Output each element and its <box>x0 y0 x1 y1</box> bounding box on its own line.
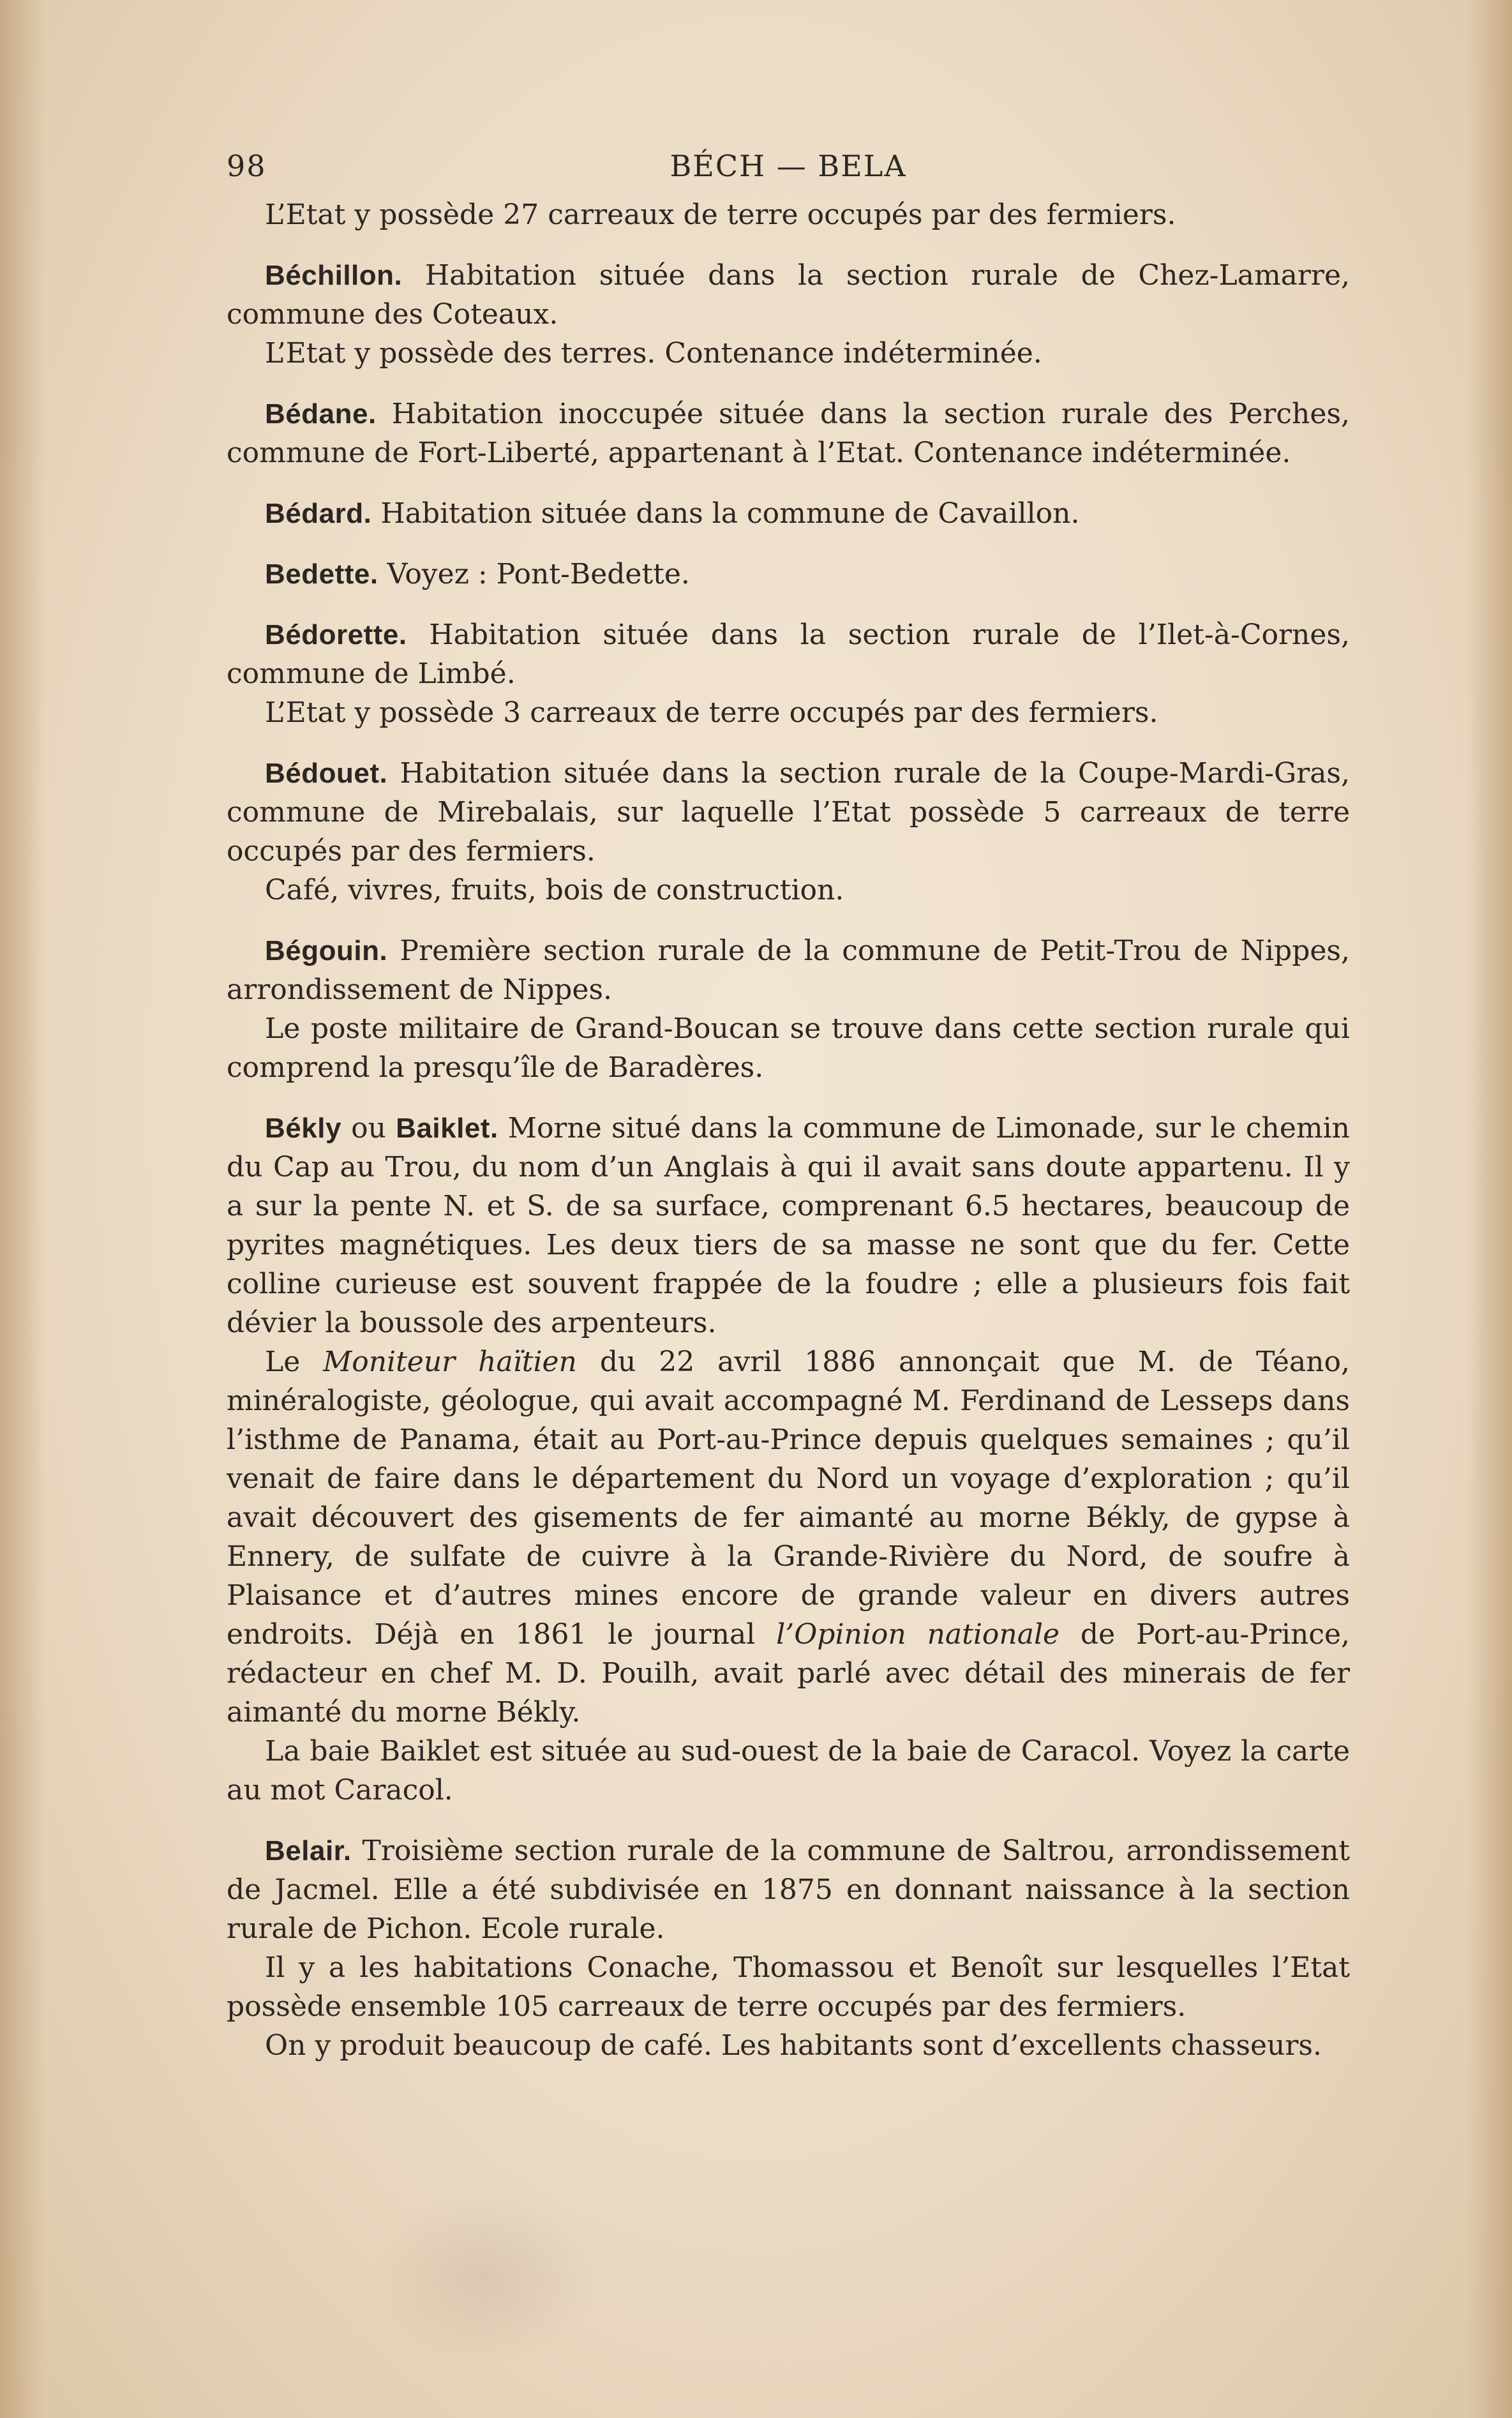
entry-paragraph: La baie Baiklet est située au sud-ouest de la baie de Caracol. Voyez la carte au mot Caracol. <box>227 1735 1350 1806</box>
entry-paragraph <box>227 1109 1350 1342</box>
entry-paragraph: Le poste militaire de Grand-Boucan se trouve dans cette section rurale qui comprend la presqu’île de Baradères. <box>227 1012 1350 1084</box>
entry-paragraph <box>227 394 1350 472</box>
entry-paragraph <box>227 754 1350 871</box>
entry-connector: ou <box>341 1112 396 1145</box>
running-header <box>227 147 1350 195</box>
entry-belair <box>227 1831 1350 2065</box>
entry-paragraph <box>227 1342 1350 1732</box>
entry-paragraph: L’Etat y possède 3 carreaux de terre occupés par des fermiers. <box>265 696 1158 729</box>
entry-paragraph <box>227 615 1350 693</box>
headword: Bégouin. <box>265 935 388 966</box>
entry-paragraph: L’Etat y possède des terres. Contenance indéterminée. <box>265 337 1042 370</box>
page-number: 98 <box>227 149 267 183</box>
headword: Békly <box>265 1113 341 1144</box>
entry-text: Habitation située dans la section rurale de la Coupe-Mardi-Gras, commune de Mirebalais, sur laquelle l’Etat possède 5 carreaux de terre occupés par des fermiers. <box>227 757 1350 867</box>
entry-bedouet <box>227 754 1350 910</box>
entry-text: Voyez : Pont-Bedette. <box>378 558 690 590</box>
entry-paragraph <box>227 494 1350 533</box>
book-page <box>227 147 1350 2065</box>
entry-text: Première section rurale de la commune de Petit-Trou de Nippes, arrondissement de Nippes. <box>227 935 1350 1006</box>
headword: Baiklet. <box>396 1113 498 1144</box>
headword: Bédard. <box>265 498 372 529</box>
entry-paragraph <box>227 931 1350 1009</box>
headword: Bedette. <box>265 559 378 590</box>
entry-paragraph <box>227 1831 1350 1948</box>
ink-smudge <box>370 2189 600 2368</box>
entry-paragraph <box>227 555 1350 594</box>
entry-bedorette <box>227 615 1350 732</box>
headword: Bédane. <box>265 398 377 430</box>
entry-paragraph: On y produit beaucoup de café. Les habitants sont d’excellents chasseurs. <box>265 2029 1322 2062</box>
headword: Béchillon. <box>265 260 403 291</box>
entry-bedane <box>227 394 1350 472</box>
entry-text: du 22 avril 1886 annonçait que M. de Téano, minéralogiste, géologue, qui avait accompagné M. Ferdinand de Lesseps dans l’isthme de Panama, était au Port-au-Prince depuis quelques semaines ; qu’il venait de faire dans le département du Nord un voyage d’exploration ; qu’il avait découvert des gisements de fer aimanté au morne Békly, de gypse à Ennery, de sulfate de cuivre à la Grande-Rivière du Nord, de soufre à Plaisance et d’autres mines encore de grande valeur en divers autres endroits. Déjà en 1861 le journal <box>227 1346 1350 1651</box>
entry-bedard <box>227 494 1350 533</box>
entry-paragraph: Café, vivres, fruits, bois de construction. <box>265 874 844 906</box>
entry-text: de Port-au-Prince, rédacteur en chef M. D. Pouilh, avait parlé avec détail des minerais de fer aimanté du morne Békly. <box>227 1618 1351 1729</box>
entry-begouin <box>227 931 1350 1087</box>
entry-bekly <box>227 1109 1350 1810</box>
headword: Belair. <box>265 1835 352 1866</box>
entry-paragraph <box>227 256 1350 334</box>
entry-paragraph: Il y a les habitations Conache, Thomassou et Benoît sur lesquelles l’Etat possède ensemble 105 carreaux de terre occupés par des fermiers. <box>227 1951 1350 2023</box>
entry-text: Le <box>265 1346 324 1378</box>
page-edge-left <box>0 0 45 2418</box>
entry-text: Habitation située dans la section rurale de Chez-Lamarre, commune des Coteaux. <box>227 259 1350 331</box>
entry-text: Morne situé dans la commune de Limonade, sur le chemin du Cap au Trou, du nom d’un Anglais à qui il avait sans doute appartenu. Il y a sur la pente N. et S. de sa surface, comprenant 6.5 hectares, beaucoup de pyrites magnétiques. Les deux tiers de sa masse ne sont que du fer. Cette colline curieuse est souvent frappée de la foudre ; elle a plusieurs fois fait dévier la boussole des arpenteurs. <box>227 1112 1350 1339</box>
newspaper-title: Moniteur haïtien <box>323 1346 577 1378</box>
entry-text: Troisième section rurale de la commune de Saltrou, arrondissement de Jacmel. Elle a été subdivisée en 1875 en donnant naissance à la section rurale de Pichon. Ecole rurale. <box>227 1835 1350 1945</box>
entry-text: Habitation située dans la section rurale de l’Ilet-à-Cornes, commune de Limbé. <box>227 619 1350 690</box>
page-edge-right <box>1467 0 1512 2418</box>
running-title: BÉCH — BELA <box>670 149 907 183</box>
entry-bechillon <box>227 256 1350 373</box>
headword: Bédorette. <box>265 619 407 650</box>
entry-text: Habitation inoccupée située dans la section rurale des Perches, commune de Fort-Liberté, appartenant à l’Etat. Contenance indéterminée. <box>227 398 1350 469</box>
intro-line: L’Etat y possède 27 carreaux de terre occupés par des fermiers. <box>265 199 1176 231</box>
entry-text: Habitation située dans la commune de Cavaillon. <box>371 497 1080 530</box>
newspaper-title: l’Opinion nationale <box>776 1618 1060 1651</box>
entry-bedette <box>227 555 1350 594</box>
headword: Bédouet. <box>265 758 388 789</box>
